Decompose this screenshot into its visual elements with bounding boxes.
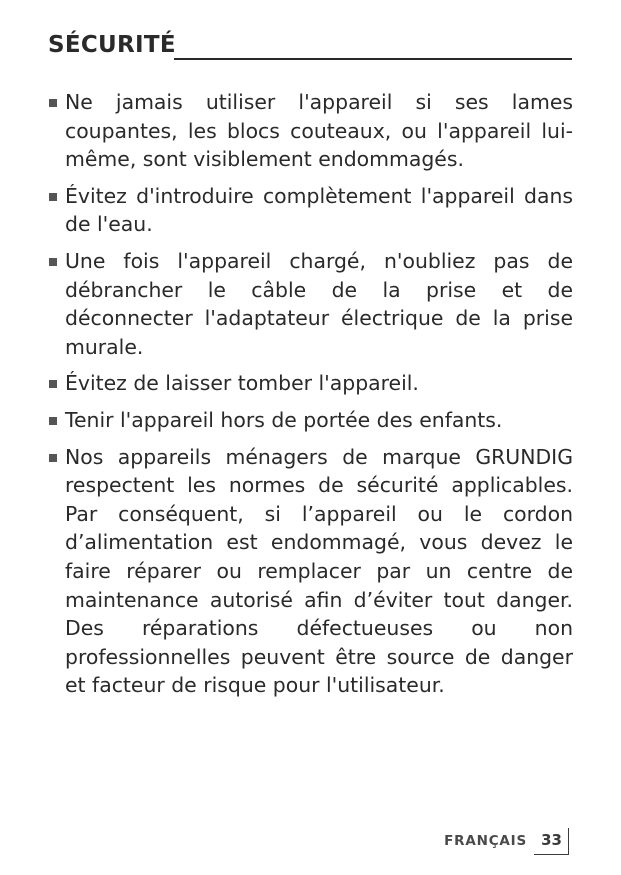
footer-language: FRANÇAIS: [444, 833, 527, 849]
square-bullet-icon: [49, 380, 57, 388]
list-item: [48, 369, 573, 398]
heading-rule: [174, 58, 572, 60]
square-bullet-icon: [49, 258, 57, 266]
list-item: [48, 443, 573, 700]
list-item: [48, 247, 573, 361]
list-item: [48, 406, 573, 435]
list-item-text: Évitez de laisser tomber l'appareil.: [65, 371, 419, 396]
list-item-text: Tenir l'appareil hors de portée des enfants.: [65, 407, 503, 432]
page-number-box: [534, 828, 569, 855]
list-item-text: Nos appareils ménagers de marque GRUNDIG respectent les normes de sécurité applicables. Par conséquent, si l’appareil ou le cordon d’alimentation est endommagé, vous devez le faire réparer ou remplacer par un centre de maintenance autorisé afin d’éviter tout danger. Des réparations défectueuses ou non professionnelles peuvent être source de danger et facteur de risque pour l'utilisateur.: [65, 444, 573, 698]
list-item-text: Une fois l'appareil chargé, n'oubliez pas de débrancher le câble de la prise et de déconnecter l'adaptateur électrique de la prise murale.: [65, 248, 573, 359]
square-bullet-icon: [49, 417, 57, 425]
safety-list: [48, 88, 573, 708]
list-item: [48, 182, 573, 239]
page-number: 33: [541, 831, 562, 849]
square-bullet-icon: [49, 454, 57, 462]
square-bullet-icon: [49, 99, 57, 107]
section-heading: [48, 30, 572, 64]
list-item-text: Ne jamais utiliser l'appareil si ses lames coupantes, les blocs couteaux, ou l'appareil lui-même, sont visiblement endommagés.: [65, 90, 573, 172]
list-item: [48, 88, 573, 174]
square-bullet-icon: [49, 193, 57, 201]
list-item-text: Évitez d'introduire complètement l'appareil dans de l'eau.: [65, 183, 573, 237]
section-title: SÉCURITÉ: [48, 32, 176, 58]
